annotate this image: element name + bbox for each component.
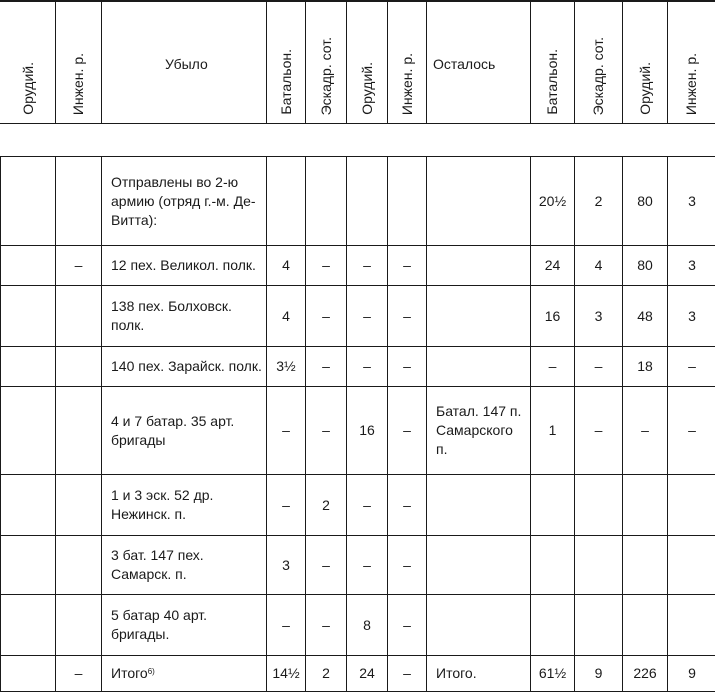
- footnote-marker: 6): [147, 667, 155, 676]
- total-row: – Итого$^{6)}$ 14½ 2 24 – Итого. 61½ 9 226 9: [1, 656, 715, 692]
- unit-label: 3 бат. 147 пех. Самарск. п.: [102, 536, 267, 595]
- header-lost-squadrons: Эскадр. сот.: [317, 36, 334, 115]
- header-engineers: Инжен. р.: [70, 52, 86, 115]
- header-remained: Осталось: [433, 56, 496, 72]
- unit-label: 140 пех. Зарайск. полк.: [102, 347, 267, 387]
- header-guns: Орудий.: [19, 62, 36, 115]
- unit-label: 138 пех. Болховск. полк.: [102, 286, 267, 347]
- header-lost-engineers: Инжен. р.: [398, 52, 415, 115]
- unit-label: Отправлены во 2-ю армию (отряд г.-м. Де-Витта):: [102, 157, 267, 246]
- header-remain-battalions: Батальон.: [544, 49, 560, 115]
- table-row: 3 бат. 147 пех. Самарск. п. 3 – – –: [1, 536, 715, 595]
- header-remain-guns: Орудий.: [636, 62, 653, 115]
- header-remain-squadrons: Эскадр. сот.: [590, 36, 606, 115]
- table-row: 138 пех. Болховск. полк. 4 – – – 16 3 48 3: [1, 286, 715, 347]
- unit-label: 4 и 7 батар. 35 арт. бригады: [102, 387, 267, 475]
- table-row: – 12 пех. Великол. полк. 4 – – – 24 4 80 3: [1, 246, 715, 286]
- total-label: Итого$^{6)}$: [102, 656, 267, 692]
- table-row: 140 пех. Зарайск. полк. 3½ – – – – – 18 –: [1, 347, 715, 387]
- total-remain-label: Итого.: [427, 656, 531, 692]
- data-table: [0, 156, 715, 692]
- header-lost-guns: Орудий.: [358, 62, 375, 115]
- header-lost: Убыло: [165, 56, 208, 72]
- unit-label: 1 и 3 эск. 52 др. Нежинск. п.: [102, 475, 267, 536]
- table-row: Отправлены во 2-ю армию (отряд г.-м. Де-Витта): 20½ 2 80 3: [1, 157, 715, 246]
- table-row: 5 батар 40 арт. бригады. – – 8 –: [1, 595, 715, 656]
- header-lost-battalions: Батальон.: [277, 49, 294, 115]
- unit-label: 12 пех. Великол. полк.: [102, 246, 267, 286]
- table-row: 1 и 3 эск. 52 др. Нежинск. п. – 2 – –: [1, 475, 715, 536]
- table-row: 4 и 7 батар. 35 арт. бригады – – 16 – Батал. 147 п. Самарского п. 1 – – –: [1, 387, 715, 475]
- unit-label: 5 батар 40 арт. бригады.: [102, 595, 267, 656]
- header-bottom-rule: [0, 123, 715, 124]
- header-remain-engineers: Инжен. р.: [683, 52, 699, 115]
- remain-label: Батал. 147 п. Самарского п.: [427, 387, 531, 475]
